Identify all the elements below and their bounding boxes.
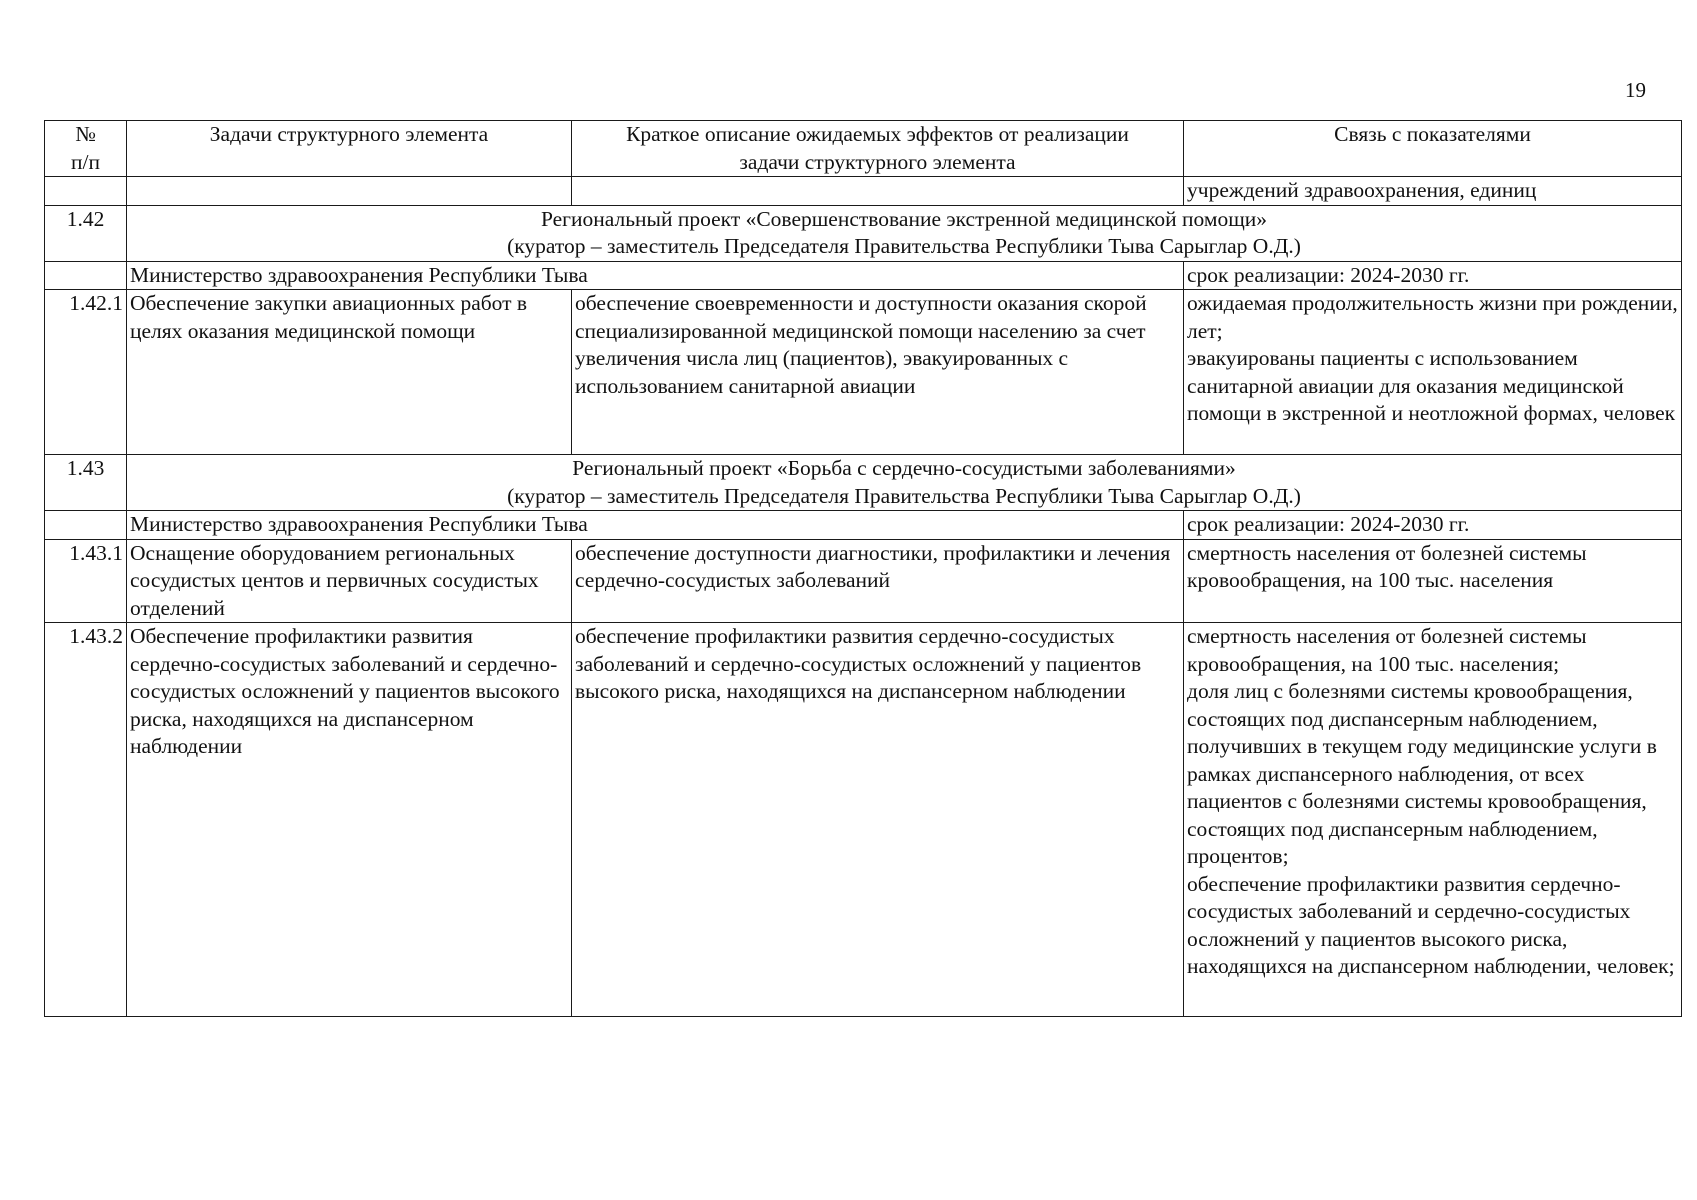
page-number: 19 xyxy=(1625,78,1646,102)
indicator-item: эвакуированы пациенты с использованием санитарной авиации для оказания медицинской помощи в экстренной и неотложной формах, человек xyxy=(1187,346,1676,425)
continuation-number-cell xyxy=(45,177,127,206)
row-indicators xyxy=(1184,623,1682,1017)
row-number: 1.43.2 xyxy=(45,623,127,1017)
row-number: 1.43.1 xyxy=(45,539,127,623)
continuation-effect-cell xyxy=(572,177,1184,206)
section-title: Региональный проект «Борьба с сердечно-сосудистыми заболеваниями» xyxy=(572,456,1236,480)
indicator-item: смертность населения от болезней системы кровообращения, на 100 тыс. населения; xyxy=(1187,624,1587,676)
row-effect: обеспечение своевременности и доступности оказания скорой специализированной медицинской помощи населению за счет увеличения числа лиц (пациентов), эвакуированных с использованием санитарной авиации xyxy=(572,290,1184,455)
section-number: 1.42 xyxy=(45,205,127,261)
section-title: Региональный проект «Совершенствование экстренной медицинской помощи» xyxy=(540,206,1268,231)
section-curator: (куратор – заместитель Председателя Правительства Республики Тыва Сарыглар О.Д.) xyxy=(507,483,1301,508)
header-indicators: Связь с показателями xyxy=(1184,121,1682,177)
table-row xyxy=(45,539,1682,623)
indicator-item: обеспечение профилактики развития сердечно-сосудистых заболеваний и сердечно-сосудистых осложнений у пациентов высокого риска, находящихся на диспансерном наблюдении, человек; xyxy=(1187,871,1675,978)
section-curator: (куратор – заместитель Председателя Правительства Республики Тыва Сарыглар О.Д.) xyxy=(507,234,1301,258)
table-row xyxy=(45,623,1682,1017)
header-effects: Краткое описание ожидаемых эффектов от реализации задачи структурного элемента xyxy=(572,121,1184,177)
implementation-term: срок реализации: 2024-2030 гг. xyxy=(1184,511,1682,540)
ministry-row xyxy=(45,511,1682,540)
row-task: Обеспечение профилактики развития сердечно-сосудистых заболеваний и сердечно-сосудистых осложнений у пациентов высокого риска, находящихся на диспансерном наблюдении xyxy=(127,623,572,1017)
indicator-item: доля лиц с болезнями системы кровообращения, состоящих под диспансерным наблюдением, получивших в текущем году медицинские услуги в рамках диспансерного наблюдения, от всех пациентов с болезнями системы кровообращения, состоящих под диспансерным наблюдением, процентов; xyxy=(1187,679,1657,868)
ministry-row xyxy=(45,261,1682,290)
section-header-row xyxy=(45,205,1682,261)
row-task: Обеспечение закупки авиационных работ в целях оказания медицинской помощи xyxy=(127,290,572,455)
row-effect: обеспечение профилактики развития сердечно-сосудистых заболеваний и сердечно-сосудистых осложнений у пациентов высокого риска, находящихся на диспансерном наблюдении xyxy=(572,623,1184,1017)
continuation-row xyxy=(45,177,1682,206)
ministry-name: Министерство здравоохранения Республики Тыва xyxy=(127,511,1184,540)
row-task: Оснащение оборудованием региональных сосудистых центов и первичных сосудистых отделений xyxy=(127,539,572,623)
table-row xyxy=(45,290,1682,455)
row-effect: обеспечение доступности диагностики, профилактики и лечения сердечно-сосудистых заболеваний xyxy=(572,539,1184,623)
section-title-cell xyxy=(127,455,1682,511)
measures-table xyxy=(44,120,1682,1017)
continuation-indicators-cell: учреждений здравоохранения, единиц xyxy=(1184,177,1682,206)
section-title-cell xyxy=(127,205,1682,261)
row-indicators xyxy=(1184,290,1682,455)
continuation-task-cell xyxy=(127,177,572,206)
row-indicators xyxy=(1184,539,1682,623)
section-header-row xyxy=(45,455,1682,511)
header-tasks: Задачи структурного элемента xyxy=(127,121,572,177)
row-number: 1.42.1 xyxy=(45,290,127,455)
indicator-item: смертность населения от болезней системы кровообращения, на 100 тыс. населения xyxy=(1187,540,1587,592)
table-header-row xyxy=(45,121,1682,177)
ministry-name: Министерство здравоохранения Республики Тыва xyxy=(127,261,1184,290)
implementation-term: срок реализации: 2024-2030 гг. xyxy=(1184,261,1682,290)
indicator-item: ожидаемая продолжительность жизни при рождении, лет; xyxy=(1187,291,1678,343)
header-number: № п/п xyxy=(45,121,127,177)
section-number: 1.43 xyxy=(45,455,127,511)
